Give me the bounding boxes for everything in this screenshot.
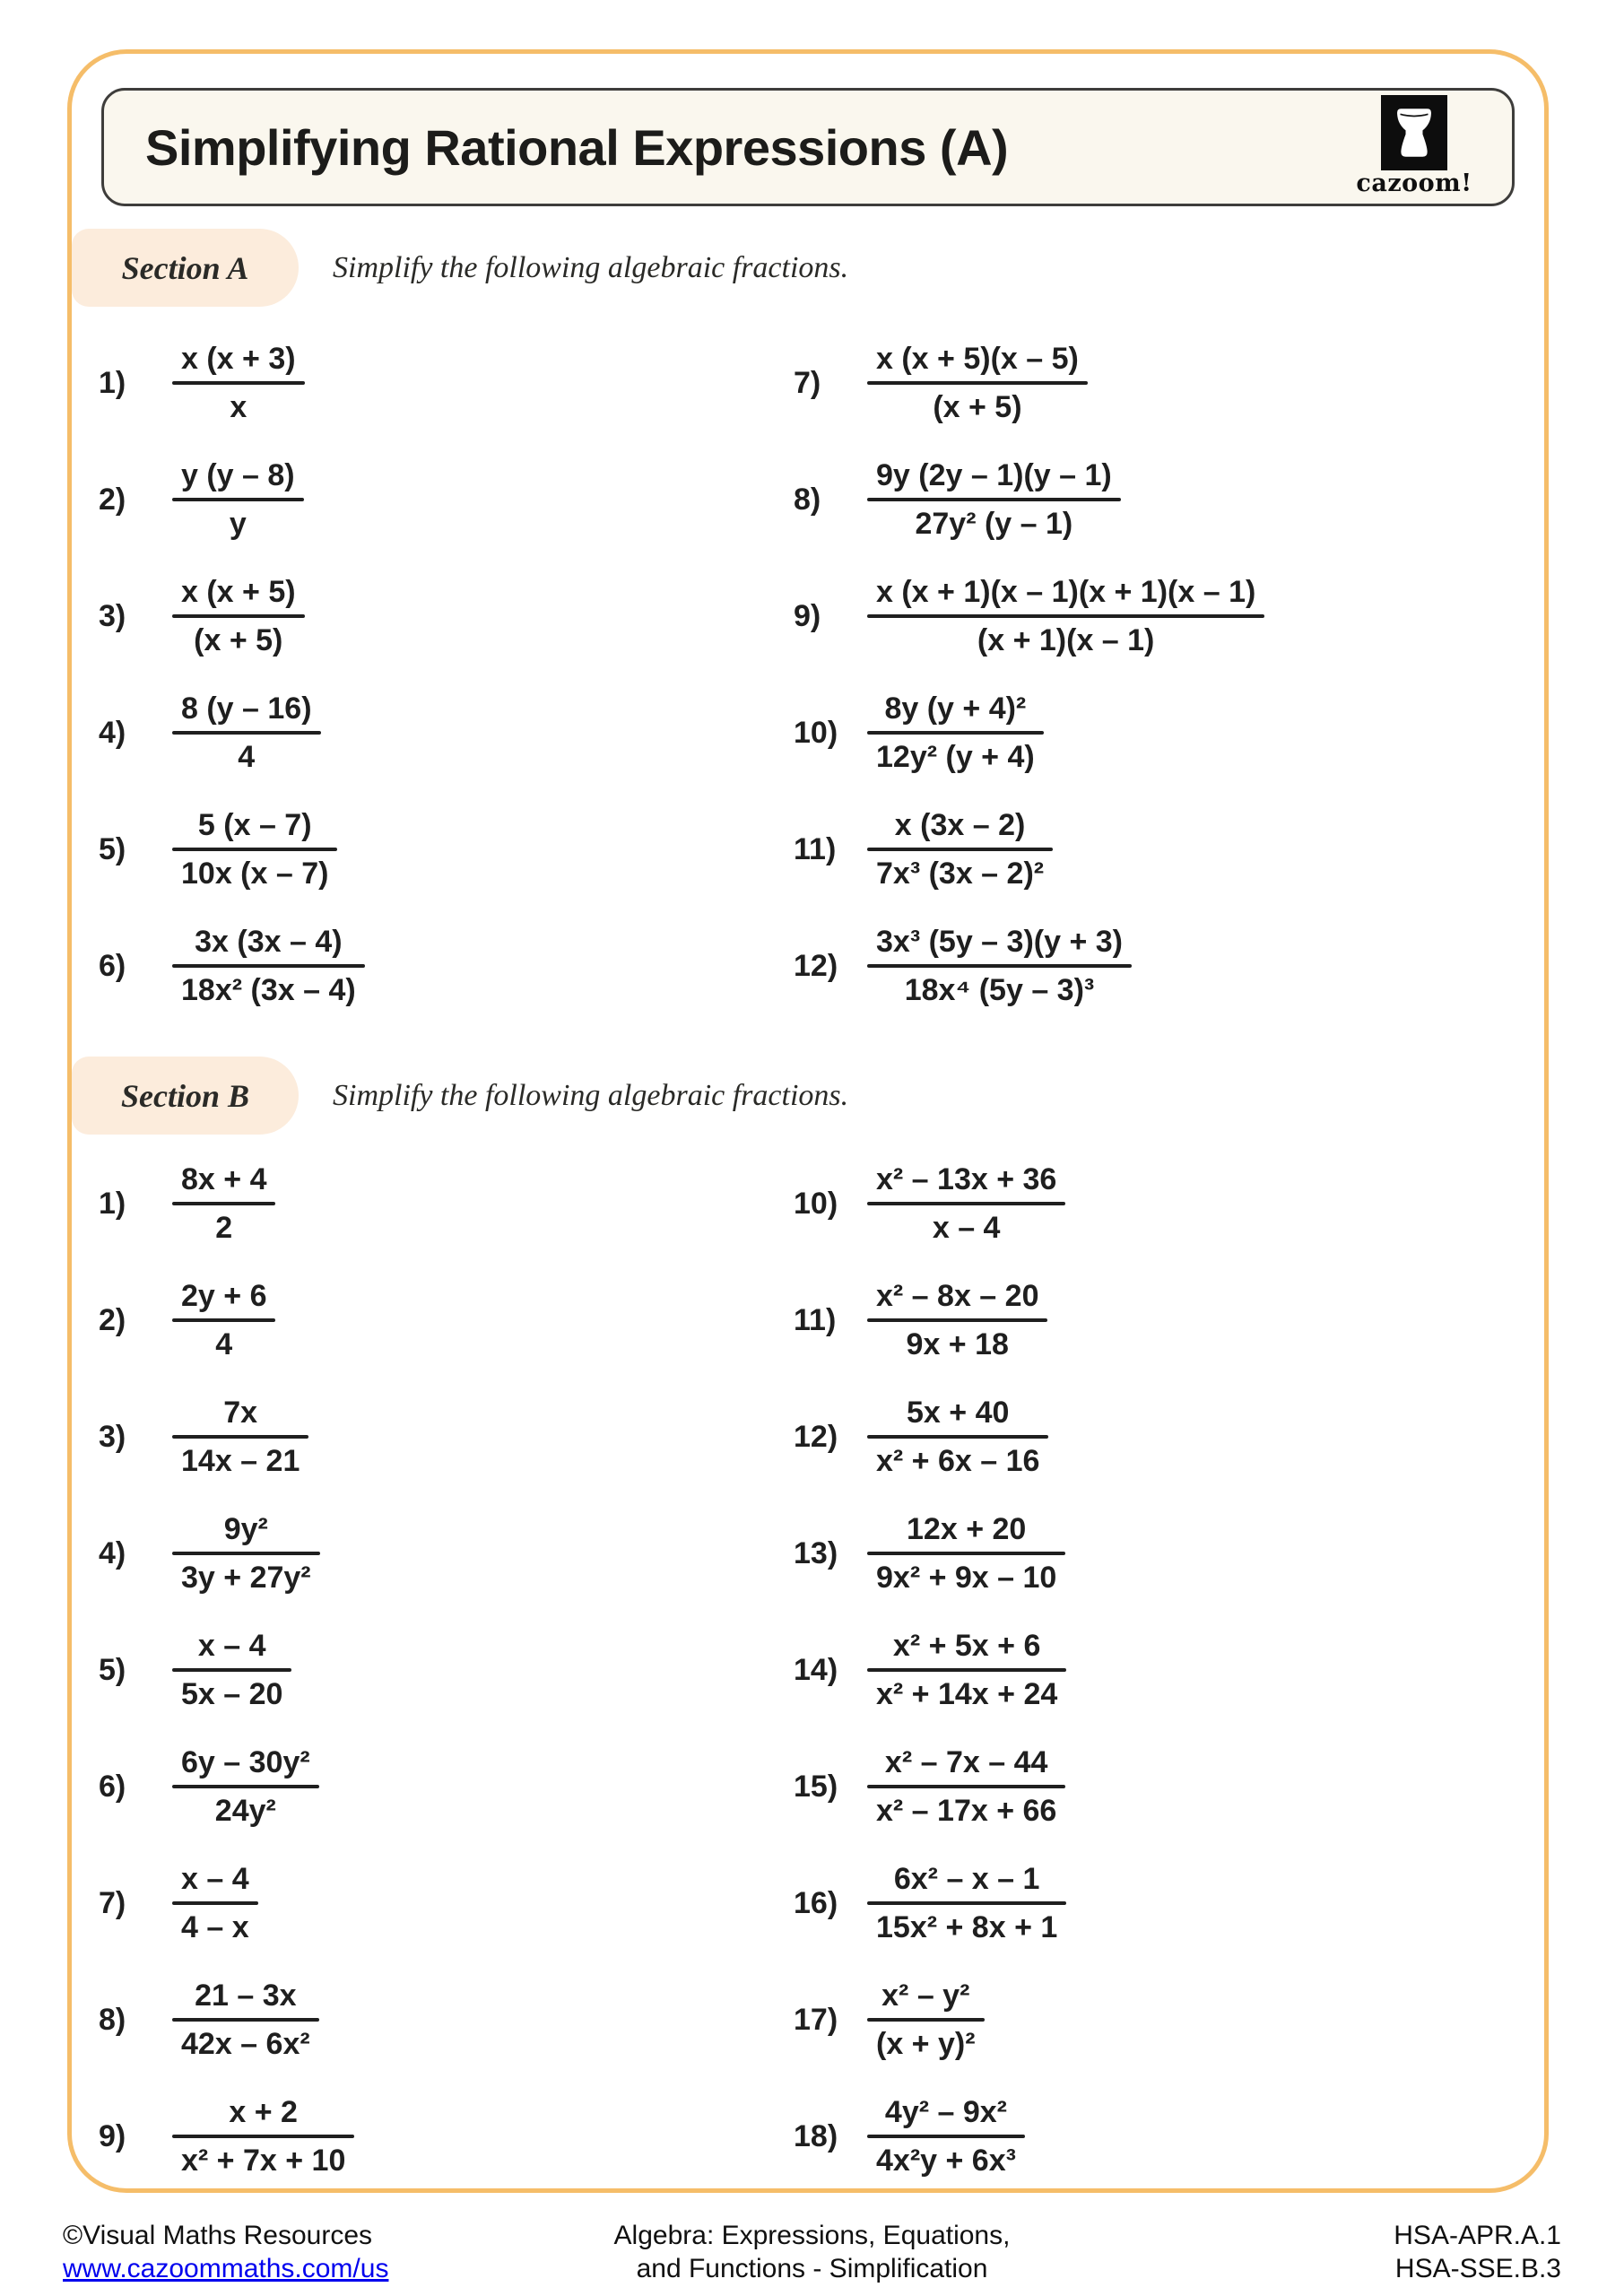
problem-number: 14) xyxy=(794,1652,838,1687)
fraction xyxy=(172,1861,258,1945)
fraction-numerator: 12x + 20 xyxy=(907,1511,1027,1546)
fraction xyxy=(172,1511,320,1596)
fraction-numerator: x (x + 5)(x – 5) xyxy=(876,341,1079,376)
problem-number: 4) xyxy=(99,1535,126,1570)
fraction-denominator: 4x²y + 6x³ xyxy=(876,2144,1016,2178)
section-b-instruction: Simplify the following algebraic fractions. xyxy=(333,1078,849,1112)
fraction-denominator: 12y² (y + 4) xyxy=(876,740,1035,774)
problem-row xyxy=(794,1857,1535,1950)
website-link[interactable]: www.cazoommaths.com/us xyxy=(63,2254,389,2283)
fraction xyxy=(867,1744,1065,1829)
problem-row xyxy=(794,1973,1535,2066)
problem-row xyxy=(99,1623,767,1717)
fraction-denominator: 15x² + 8x + 1 xyxy=(876,1910,1058,1944)
problem-row xyxy=(794,803,1535,896)
problem-number: 10) xyxy=(794,1186,838,1221)
worksheet-frame xyxy=(67,49,1549,2193)
fraction xyxy=(172,457,304,542)
fraction-numerator: x + 2 xyxy=(229,2094,298,2129)
fraction-denominator: x² + 14x + 24 xyxy=(876,1677,1058,1711)
problem-number: 4) xyxy=(99,715,126,750)
fraction xyxy=(867,457,1121,542)
problem-row xyxy=(99,1973,767,2066)
problem-row xyxy=(99,1157,767,1250)
problem-row xyxy=(99,919,767,1013)
problem-number: 1) xyxy=(99,1186,126,1221)
fraction-numerator: x – 4 xyxy=(181,1861,249,1896)
problem-number: 6) xyxy=(99,948,126,983)
problem-number: 8) xyxy=(99,2002,126,2037)
problem-number: 3) xyxy=(99,1419,126,1454)
section-a-header xyxy=(72,229,848,307)
fraction xyxy=(867,1395,1048,1479)
fraction-numerator: 3x (3x – 4) xyxy=(195,924,343,959)
footer-category xyxy=(614,2219,1011,2285)
section-a-column-right xyxy=(767,336,1535,1013)
fraction-denominator: x² – 17x + 66 xyxy=(876,1794,1057,1828)
problem-row xyxy=(794,1740,1535,1833)
fraction-denominator: 5x – 20 xyxy=(181,1677,283,1711)
standard-line-1: HSA-APR.A.1 xyxy=(1394,2221,1561,2250)
problem-number: 11) xyxy=(794,831,837,866)
fraction-denominator: 9x² + 9x – 10 xyxy=(876,1561,1057,1595)
fraction xyxy=(172,1161,275,1246)
fraction-numerator: x² – 7x – 44 xyxy=(884,1744,1048,1779)
fraction-numerator: y (y – 8) xyxy=(181,457,295,492)
problem-number: 5) xyxy=(99,1652,126,1687)
fraction-numerator: 21 – 3x xyxy=(195,1978,297,2013)
title-box xyxy=(101,88,1515,206)
fraction-numerator: 8y (y + 4)² xyxy=(884,691,1027,726)
category-line-2: and Functions - Simplification xyxy=(636,2254,988,2283)
fraction-numerator: x² + 5x + 6 xyxy=(892,1628,1041,1663)
fraction-numerator: x (x + 5) xyxy=(181,574,296,609)
fraction-denominator: 4 – x xyxy=(181,1910,249,1944)
fraction-denominator: 14x – 21 xyxy=(181,1444,300,1478)
section-a-label: Section A xyxy=(72,229,299,307)
fraction xyxy=(172,1278,275,1362)
fraction-numerator: 2y + 6 xyxy=(181,1278,267,1313)
fraction xyxy=(172,1978,319,2062)
problem-number: 2) xyxy=(99,482,126,517)
fraction xyxy=(172,1628,291,1712)
problem-row xyxy=(99,1857,767,1950)
section-b-column-right xyxy=(767,1157,1535,2183)
fraction xyxy=(867,1861,1066,1945)
fraction-denominator: (x + 5) xyxy=(933,390,1022,424)
fraction-numerator: x – 4 xyxy=(197,1628,266,1663)
fraction xyxy=(172,574,305,658)
problem-number: 12) xyxy=(794,1419,838,1454)
fraction-denominator: 18x⁴ (5y – 3)³ xyxy=(904,973,1095,1007)
section-b-problems xyxy=(72,1157,1535,2183)
problem-row xyxy=(794,1274,1535,1367)
fraction xyxy=(867,1978,985,2062)
fraction-denominator: 10x (x – 7) xyxy=(181,857,329,891)
fraction-numerator: 5x + 40 xyxy=(907,1395,1010,1430)
fraction-denominator: x xyxy=(230,390,248,424)
standard-line-2: HSA-SSE.B.3 xyxy=(1394,2254,1561,2283)
fraction xyxy=(867,1278,1047,1362)
problem-number: 3) xyxy=(99,598,126,633)
fraction-denominator: (x + 5) xyxy=(194,623,283,657)
fraction xyxy=(867,924,1132,1008)
fraction xyxy=(867,1511,1065,1596)
djembe-drum-icon xyxy=(1381,95,1447,170)
fraction xyxy=(172,807,337,891)
fraction-denominator: (x + 1)(x – 1) xyxy=(977,623,1155,657)
cazoom-logo xyxy=(1347,95,1481,197)
problem-number: 11) xyxy=(794,1302,837,1337)
fraction-denominator: (x + y)² xyxy=(876,2027,976,2061)
problem-number: 7) xyxy=(99,1885,126,1920)
problem-number: 13) xyxy=(794,1535,838,1570)
fraction-numerator: x (3x – 2) xyxy=(894,807,1026,842)
problem-number: 18) xyxy=(794,2118,838,2153)
fraction-denominator: x² + 6x – 16 xyxy=(876,1444,1040,1478)
fraction-denominator: y xyxy=(229,507,247,541)
section-b-label: Section B xyxy=(72,1057,299,1135)
fraction-denominator: x² + 7x + 10 xyxy=(181,2144,346,2178)
problem-row xyxy=(794,2090,1535,2183)
fraction-denominator: x – 4 xyxy=(932,1211,1001,1245)
fraction-denominator: 24y² xyxy=(214,1794,276,1828)
fraction-numerator: x² – 13x + 36 xyxy=(876,1161,1057,1196)
problem-row xyxy=(99,1507,767,1600)
section-a-instruction: Simplify the following algebraic fractions. xyxy=(333,250,849,284)
fraction-numerator: 5 (x – 7) xyxy=(197,807,312,842)
fraction-numerator: 8x + 4 xyxy=(181,1161,267,1196)
problem-row xyxy=(794,336,1535,430)
fraction-numerator: 9y (2y – 1)(y – 1) xyxy=(876,457,1112,492)
fraction-numerator: 3x³ (5y – 3)(y + 3) xyxy=(876,924,1123,959)
problem-row xyxy=(99,1740,767,1833)
problem-row xyxy=(99,1274,767,1367)
fraction xyxy=(867,341,1088,425)
section-b-column-left xyxy=(72,1157,767,2183)
problem-row xyxy=(99,1390,767,1483)
problem-row xyxy=(794,686,1535,779)
problem-number: 7) xyxy=(794,365,821,400)
fraction xyxy=(172,2094,354,2179)
problem-number: 12) xyxy=(794,948,838,983)
problem-number: 10) xyxy=(794,715,838,750)
problem-row xyxy=(794,1390,1535,1483)
problem-row xyxy=(794,919,1535,1013)
problem-number: 1) xyxy=(99,365,126,400)
copyright-text: ©Visual Maths Resources xyxy=(63,2221,373,2250)
problem-row xyxy=(99,570,767,663)
fraction xyxy=(867,807,1053,891)
problem-row xyxy=(99,803,767,896)
fraction-denominator: 27y² (y – 1) xyxy=(915,507,1073,541)
fraction-numerator: 9y² xyxy=(223,1511,268,1546)
problem-row xyxy=(794,1507,1535,1600)
problem-row xyxy=(99,2090,767,2183)
fraction-numerator: 8 (y – 16) xyxy=(181,691,312,726)
fraction-numerator: x² – 8x – 20 xyxy=(876,1278,1039,1313)
fraction xyxy=(172,341,305,425)
fraction-denominator: 2 xyxy=(215,1211,233,1245)
problem-row xyxy=(794,1623,1535,1717)
footer-standards xyxy=(1394,2219,1561,2285)
fraction-numerator: 4y² – 9x² xyxy=(884,2094,1008,2129)
fraction-numerator: x (x + 1)(x – 1)(x + 1)(x – 1) xyxy=(876,574,1256,609)
problem-row xyxy=(794,570,1535,663)
fraction xyxy=(867,691,1044,775)
logo-wordmark: cazoom! xyxy=(1356,170,1472,197)
problem-number: 9) xyxy=(794,598,821,633)
problem-number: 5) xyxy=(99,831,126,866)
problem-row xyxy=(99,453,767,546)
problem-row xyxy=(794,453,1535,546)
fraction-numerator: x (x + 3) xyxy=(181,341,296,376)
section-a-column-left xyxy=(72,336,767,1013)
fraction-denominator: 4 xyxy=(238,740,256,774)
problem-number: 9) xyxy=(99,2118,126,2153)
fraction xyxy=(867,2094,1025,2179)
problem-number: 8) xyxy=(794,482,821,517)
problem-number: 6) xyxy=(99,1769,126,1804)
fraction-numerator: 6y – 30y² xyxy=(181,1744,310,1779)
fraction xyxy=(172,924,365,1008)
category-line-1: Algebra: Expressions, Equations, xyxy=(613,2221,1011,2250)
problem-row xyxy=(99,686,767,779)
fraction xyxy=(172,1744,319,1829)
problem-number: 2) xyxy=(99,1302,126,1337)
fraction xyxy=(867,1628,1066,1712)
fraction xyxy=(172,691,321,775)
fraction-numerator: 6x² – x – 1 xyxy=(893,1861,1040,1896)
problem-row xyxy=(794,1157,1535,1250)
fraction-denominator: 9x + 18 xyxy=(906,1327,1009,1361)
problem-number: 17) xyxy=(794,2002,838,2037)
problem-row xyxy=(99,336,767,430)
fraction xyxy=(172,1395,308,1479)
section-b-header xyxy=(72,1057,848,1135)
problem-number: 16) xyxy=(794,1885,838,1920)
fraction xyxy=(867,1161,1065,1246)
footer-attribution xyxy=(63,2219,388,2285)
page-title: Simplifying Rational Expressions (A) xyxy=(145,118,1009,176)
fraction xyxy=(867,574,1264,658)
fraction-denominator: 18x² (3x – 4) xyxy=(181,973,356,1007)
fraction-denominator: 42x – 6x² xyxy=(181,2027,310,2061)
fraction-denominator: 3y + 27y² xyxy=(181,1561,311,1595)
fraction-numerator: 7x xyxy=(223,1395,258,1430)
fraction-denominator: 4 xyxy=(215,1327,233,1361)
fraction-denominator: 7x³ (3x – 2)² xyxy=(876,857,1045,891)
problem-number: 15) xyxy=(794,1769,838,1804)
fraction-numerator: x² – y² xyxy=(881,1978,970,2013)
section-a-problems xyxy=(72,336,1535,1013)
